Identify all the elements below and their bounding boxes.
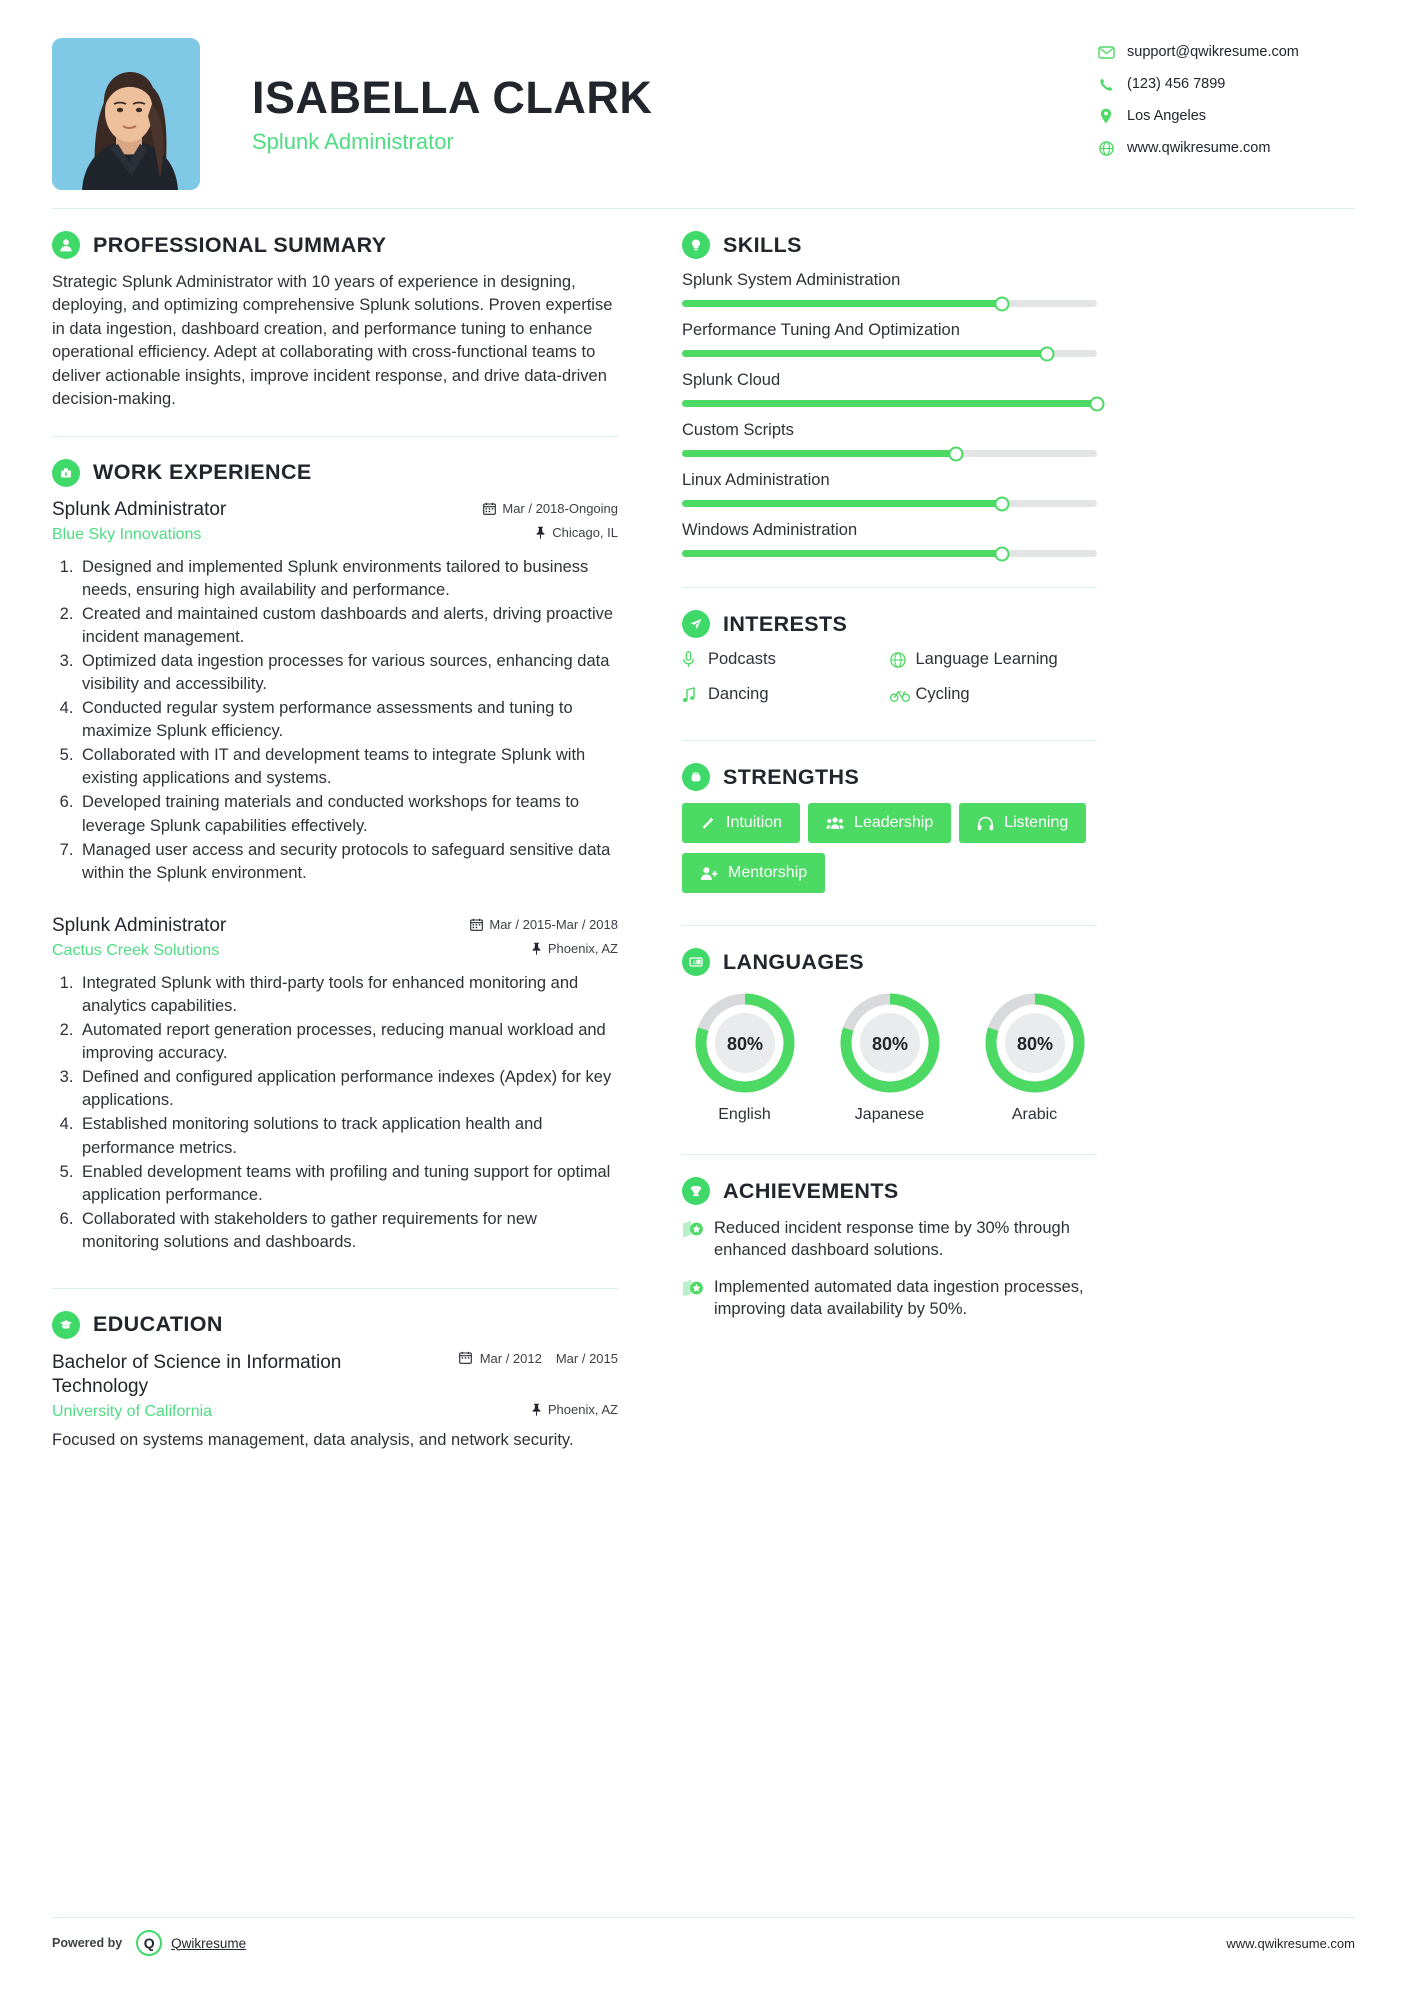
skill-label: Linux Administration <box>682 471 830 489</box>
education-description: Focused on systems management, data analysis, and network security. <box>52 1431 574 1450</box>
section-strengths <box>682 763 1097 893</box>
language-donut-chart <box>690 988 800 1098</box>
footer-divider <box>52 1917 1355 1918</box>
interest-label: Language Learning <box>915 650 1058 668</box>
strength-label: Intuition <box>726 814 783 831</box>
right-column <box>682 231 1097 1453</box>
language-item <box>682 988 807 1124</box>
skill-progress-knob[interactable] <box>1040 346 1055 361</box>
job-bullet: 5. Collaborated with IT and development teams to integrate Splunk with existing applications and systems. <box>78 744 618 790</box>
section-title: SKILLS <box>723 232 802 257</box>
language-item <box>827 988 952 1124</box>
skill-progress-track[interactable] <box>682 300 1097 307</box>
user-plus-icon <box>700 866 718 881</box>
skill-progress-track[interactable] <box>682 500 1097 507</box>
education-location-text: Phoenix, AZ <box>547 1402 618 1418</box>
skills-list <box>682 271 1097 557</box>
section-education <box>52 1311 618 1453</box>
skill-label: Splunk System Administration <box>682 271 901 289</box>
education-location <box>531 1402 618 1417</box>
language-label: Arabic <box>1011 1106 1058 1123</box>
globe-icon <box>1095 141 1117 156</box>
job-bullet: 3. Defined and configured application performance indexes (Apdex) for key applications. <box>78 1066 618 1112</box>
left-column <box>52 231 640 1453</box>
summary-text: Strategic Splunk Administrator with 10 years of experience in designing, deploying, and optimizing comprehensive Splunk solutions. Proven expertise in data ingestion, dashboard creation, and performance tuning to enhance operational efficiency. Adept at collaborating with cross-functional teams to deliver actionable insights, improve incident response, and drive data-driven decision-making. <box>52 273 613 409</box>
skill-progress-track[interactable] <box>682 350 1097 357</box>
achievement-item <box>682 1276 1097 1321</box>
section-title: ACHIEVEMENTS <box>723 1178 899 1203</box>
interest-item <box>682 650 890 669</box>
education-dates <box>459 1351 618 1367</box>
pushpin-icon <box>531 942 542 955</box>
job-bullet: 7. Managed user access and security protocols to safeguard sensitive data within the Splunk environment. <box>78 839 618 885</box>
strength-badge <box>682 803 800 843</box>
contact-email-text: support@qwikresume.com <box>1127 44 1299 60</box>
skill-progress-knob[interactable] <box>1090 396 1105 411</box>
education-date-start: Mar / 2012 <box>479 1350 542 1366</box>
job-location <box>535 525 618 540</box>
pushpin-icon <box>531 1403 542 1416</box>
strength-badge <box>682 853 825 893</box>
job-bullet: 2. Automated report generation processes, reducing manual workload and improving accuracy. <box>78 1019 618 1065</box>
section-heading <box>52 1311 618 1339</box>
lightbulb-circle-icon <box>682 231 710 259</box>
resume-body <box>52 209 1355 1453</box>
job-bullet-list <box>78 972 618 1254</box>
contact-list <box>1095 38 1355 172</box>
svg-text:A: A <box>692 960 697 967</box>
interest-item <box>890 685 1098 704</box>
skill-item <box>682 371 1097 407</box>
contact-phone-text: (123) 456 7899 <box>1127 76 1226 92</box>
section-heading <box>682 610 1097 638</box>
interest-label: Podcasts <box>708 650 776 668</box>
skill-item <box>682 321 1097 357</box>
strength-badge <box>808 803 951 843</box>
work-item <box>52 499 618 885</box>
section-title: INTERESTS <box>723 611 848 636</box>
page-title: ISABELLA CLARK <box>252 72 653 123</box>
section-divider <box>52 436 618 437</box>
section-achievements <box>682 1177 1097 1320</box>
section-title: STRENGTHS <box>723 764 860 789</box>
interest-label: Cycling <box>915 685 970 703</box>
microphone-icon <box>682 651 708 668</box>
job-bullet: 1. Designed and implemented Splunk environments tailored to business needs, ensuring high availability and performance. <box>78 556 618 602</box>
svg-text:80%: 80% <box>871 1034 908 1054</box>
pushpin-icon <box>535 526 546 539</box>
language-donut-chart <box>980 988 1090 1098</box>
section-skills <box>682 231 1097 557</box>
section-title: WORK EXPERIENCE <box>93 460 312 485</box>
skill-progress-track[interactable] <box>682 550 1097 557</box>
skill-progress-knob[interactable] <box>948 446 963 461</box>
job-bullet: 5. Enabled development teams with profiling and tuning support for optimal application performance. <box>78 1161 618 1207</box>
job-location-text: Chicago, IL <box>552 524 618 540</box>
skill-item <box>682 521 1097 557</box>
graduation-circle-icon <box>52 1311 80 1339</box>
section-heading <box>682 231 1097 259</box>
job-bullet: 3. Optimized data ingestion processes for various sources, enhancing data visibility and accessibility. <box>78 650 618 696</box>
job-location-text: Phoenix, AZ <box>547 940 618 956</box>
skill-label: Custom Scripts <box>682 421 794 439</box>
fist-circle-icon <box>682 763 710 791</box>
users-group-icon <box>826 816 844 830</box>
skill-progress-fill <box>682 350 1047 357</box>
section-title: PROFESSIONAL SUMMARY <box>93 232 387 257</box>
section-heading <box>682 763 1097 791</box>
section-divider <box>682 587 1097 588</box>
contact-phone[interactable] <box>1095 76 1355 92</box>
language-item <box>972 988 1097 1124</box>
job-location <box>531 941 618 956</box>
skill-progress-knob[interactable] <box>994 496 1009 511</box>
section-heading <box>682 948 1097 976</box>
job-bullet: 4. Conducted regular system performance assessments and tuning to maximize Splunk efficiency. <box>78 697 618 743</box>
section-divider <box>682 1154 1097 1155</box>
job-dates-text: Mar / 2018-Ongoing <box>502 500 618 516</box>
section-interests <box>682 610 1097 720</box>
job-dates <box>470 917 618 932</box>
job-company: Blue Sky Innovations <box>52 525 202 543</box>
qwikresume-logo-icon <box>136 1930 162 1956</box>
job-title: Splunk Administrator <box>52 498 227 520</box>
skill-item <box>682 421 1097 457</box>
education-school: University of California <box>52 1403 213 1421</box>
skill-progress-knob[interactable] <box>994 546 1009 561</box>
job-bullet: 6. Collaborated with stakeholders to gather requirements for new monitoring solutions and dashboards. <box>78 1208 618 1254</box>
interest-item <box>682 685 890 704</box>
skill-progress-fill <box>682 450 956 457</box>
job-dates <box>483 501 618 516</box>
achievement-text: Reduced incident response time by 30% through enhanced dashboard solutions. <box>714 1219 1070 1260</box>
interest-item <box>890 650 1098 669</box>
skill-item <box>682 271 1097 307</box>
interests-list <box>682 650 1097 720</box>
job-dates-text: Mar / 2015-Mar / 2018 <box>489 916 618 932</box>
briefcase-circle-icon <box>52 459 80 487</box>
contact-location[interactable] <box>1095 108 1355 124</box>
work-item <box>52 915 618 1254</box>
globe-icon <box>890 652 916 668</box>
section-divider <box>682 925 1097 926</box>
svg-text:80%: 80% <box>726 1034 763 1054</box>
skill-label: Performance Tuning And Optimization <box>682 321 960 339</box>
skill-progress-fill <box>682 550 1002 557</box>
location-pin-icon <box>1095 108 1117 124</box>
section-professional-summary <box>52 231 618 412</box>
job-bullet-list <box>78 556 618 885</box>
column-gap <box>640 231 682 1453</box>
user-circle-icon <box>52 231 80 259</box>
section-title: EDUCATION <box>93 1312 223 1337</box>
skill-progress-fill <box>682 500 1002 507</box>
bicycle-icon <box>890 688 916 702</box>
resume-header <box>52 0 1355 186</box>
strength-badge <box>959 803 1086 843</box>
contact-email[interactable] <box>1095 44 1355 60</box>
section-title: LANGUAGES <box>723 949 864 974</box>
name-block <box>200 38 1095 155</box>
languages-list <box>682 988 1097 1124</box>
brand-link[interactable]: Qwikresume <box>171 1935 247 1951</box>
calendar-icon <box>459 1351 472 1367</box>
achievement-item <box>682 1217 1097 1262</box>
skill-progress-track[interactable] <box>682 450 1097 457</box>
job-bullet: 6. Developed training materials and conducted workshops for teams to leverage Splunk capabilities effectively. <box>78 791 618 837</box>
calendar-icon <box>470 918 483 931</box>
language-donut-chart <box>835 988 945 1098</box>
skill-progress-knob[interactable] <box>994 296 1009 311</box>
achievement-text: Implemented automated data ingestion processes, improving data availability by 50%. <box>714 1277 1084 1318</box>
contact-website-text: www.qwikresume.com <box>1127 140 1271 156</box>
badge-star-icon <box>682 1276 714 1321</box>
section-heading <box>682 1177 1097 1205</box>
contact-location-text: Los Angeles <box>1127 108 1207 124</box>
calendar-icon <box>483 502 496 515</box>
translate-circle-icon <box>682 948 710 976</box>
job-bullet: 2. Created and maintained custom dashboards and alerts, driving proactive incident management. <box>78 603 618 649</box>
contact-website[interactable] <box>1095 140 1355 156</box>
education-date-end: Mar / 2015 <box>555 1350 618 1366</box>
skill-progress-fill <box>682 300 1002 307</box>
page-footer <box>52 1930 1355 1956</box>
language-label: Japanese <box>854 1106 925 1123</box>
avatar <box>52 38 200 190</box>
section-work-experience <box>52 459 618 1254</box>
strength-label: Listening <box>1004 814 1069 831</box>
interest-label: Dancing <box>708 685 769 703</box>
job-company: Cactus Creek Solutions <box>52 941 220 959</box>
trophy-circle-icon <box>682 1177 710 1205</box>
skill-progress-track[interactable] <box>682 400 1097 407</box>
job-role-subtitle: Splunk Administrator <box>252 129 454 155</box>
section-heading <box>52 459 618 487</box>
skill-progress-fill <box>682 400 1097 407</box>
badge-star-icon <box>682 1217 714 1262</box>
job-bullet: 4. Established monitoring solutions to track application health and performance metrics. <box>78 1113 618 1159</box>
section-heading <box>52 231 618 259</box>
mail-icon <box>1095 46 1117 59</box>
strengths-list <box>682 803 1097 893</box>
magic-wand-icon <box>700 815 716 831</box>
portrait-photo-icon <box>52 38 200 190</box>
job-bullet: 1. Integrated Splunk with third-party tools for enhanced monitoring and analytics capabilities. <box>78 972 618 1018</box>
section-divider <box>682 740 1097 741</box>
strength-label: Mentorship <box>728 864 808 881</box>
music-note-icon <box>682 687 708 703</box>
footer-site: www.qwikresume.com <box>1226 1935 1355 1951</box>
strength-label: Leadership <box>854 814 934 831</box>
section-divider <box>52 1288 618 1289</box>
headphones-icon <box>977 816 994 831</box>
job-title: Splunk Administrator <box>52 914 227 936</box>
powered-by-label: Powered by <box>52 1936 123 1950</box>
svg-text:80%: 80% <box>1016 1034 1053 1054</box>
paper-plane-circle-icon <box>682 610 710 638</box>
section-languages <box>682 948 1097 1124</box>
education-degree: Bachelor of Science in Information Technology <box>52 1351 342 1397</box>
language-label: English <box>718 1106 771 1123</box>
brand-initial: Q <box>143 1935 155 1951</box>
skill-label: Splunk Cloud <box>682 371 781 389</box>
skill-item <box>682 471 1097 507</box>
skill-label: Windows Administration <box>682 521 858 539</box>
phone-icon <box>1095 77 1117 92</box>
